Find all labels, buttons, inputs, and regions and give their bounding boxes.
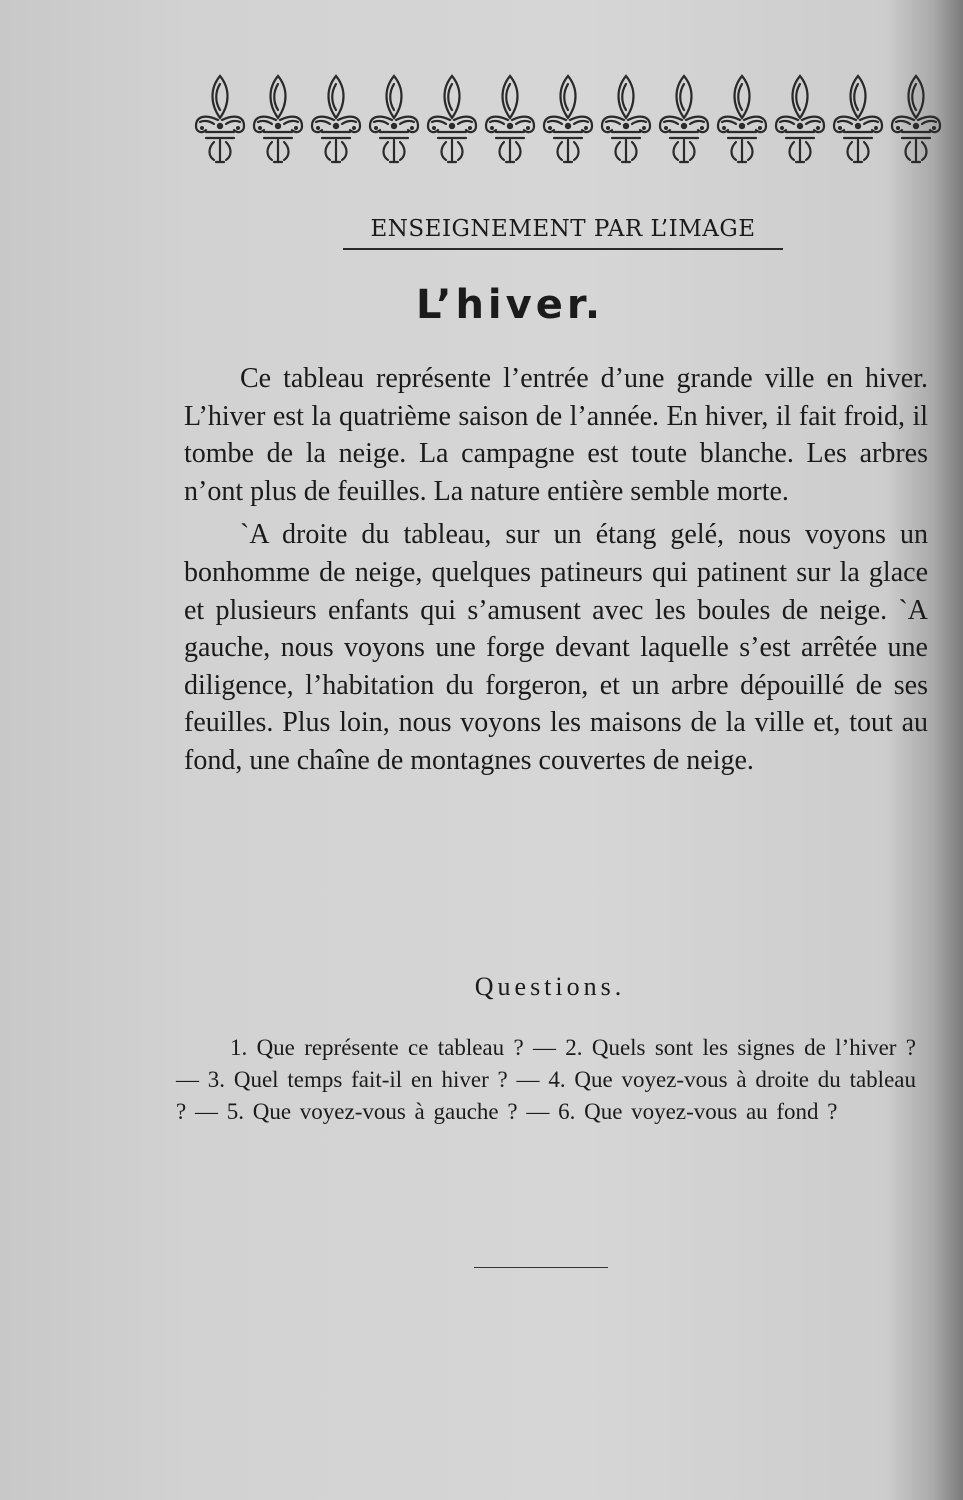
lesson-text <box>184 360 928 786</box>
paragraph: Ce tableau représente l’entrée d’une grande ville en hiver. L’hiver est la quatrième saison de l’année. En hiver, il fait froid, il tombe de la neige. La campagne est toute blanche. Les arbres n’ont plus de feuilles. La nature entière semble morte. <box>184 363 928 507</box>
fleur-de-lis-border <box>192 70 944 170</box>
end-divider <box>474 1267 608 1268</box>
fleur-de-lis-icon <box>424 70 480 170</box>
fleur-de-lis-icon <box>714 70 770 170</box>
fleur-de-lis-icon <box>540 70 596 170</box>
fleur-de-lis-icon <box>366 70 422 170</box>
fleur-de-lis-icon <box>598 70 654 170</box>
page-title: L’hiver. <box>415 282 605 328</box>
section-heading: ENSEIGNEMENT PAR L’IMAGE <box>343 216 783 250</box>
fleur-de-lis-icon <box>308 70 364 170</box>
questions-heading: Questions. <box>474 972 626 1001</box>
questions-list <box>176 1032 916 1128</box>
fleur-de-lis-icon <box>772 70 828 170</box>
fleur-de-lis-icon <box>192 70 248 170</box>
fleur-de-lis-icon <box>830 70 886 170</box>
fleur-de-lis-icon <box>250 70 306 170</box>
fleur-de-lis-icon <box>656 70 712 170</box>
paragraph: `A droite du tableau, sur un étang gelé, nous voyons un bonhomme de neige, quelques patineurs qui patinent sur la glace et plusieurs enfants qui s’amusent avec les boules de neige. `A gauche, nous voyons une forge devant laquelle s’est arrêtée une diligence, l’habitation du forgeron, et un arbre dépouillé de ses feuilles. Plus loin, nous voyons les maisons de la ville et, tout au fond, une chaîne de montagnes couvertes de neige. <box>184 519 928 776</box>
questions-paragraph: 1. Que représente ce tableau ? — 2. Quels sont les signes de l’hiver ? — 3. Quel temps fait-il en hiver ? — 4. Que voyez-vous à droite du tableau ? — 5. Que voyez-vous à gauche ? — 6. Que voyez-vous au fond ? <box>176 1035 916 1124</box>
fleur-de-lis-icon <box>482 70 538 170</box>
fleur-de-lis-icon <box>888 70 944 170</box>
